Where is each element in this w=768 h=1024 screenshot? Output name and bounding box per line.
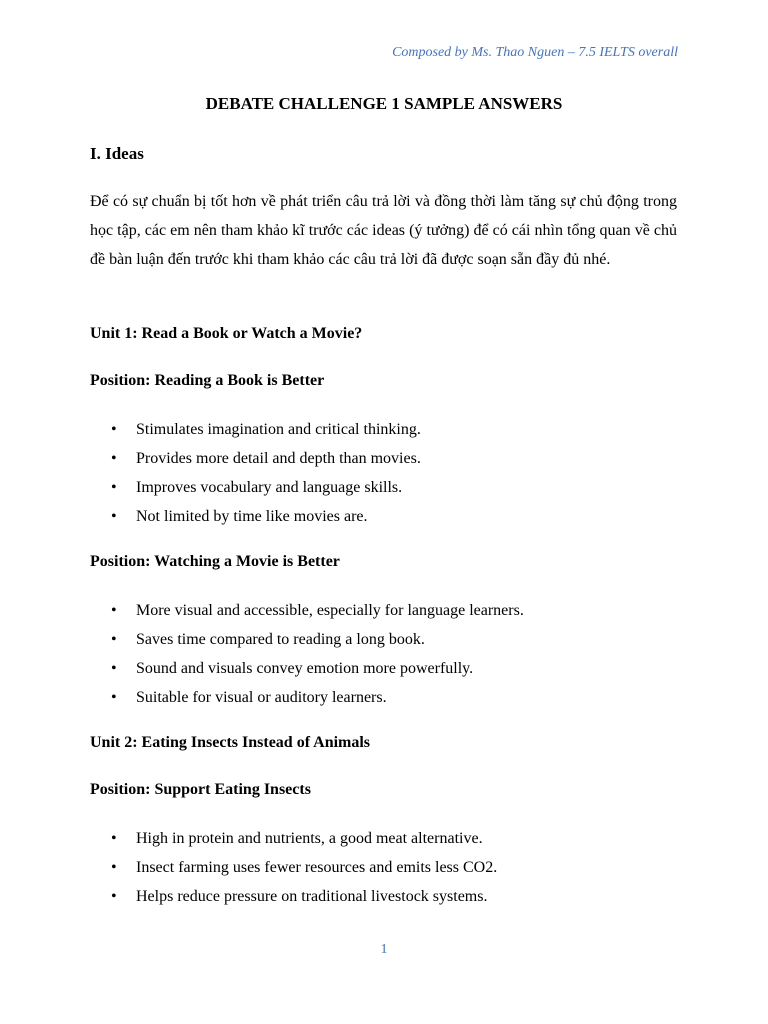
list-item-text: High in protein and nutrients, a good meat alternative. xyxy=(136,830,483,847)
list-item-text: Sound and visuals convey emotion more powerfully. xyxy=(136,660,474,677)
bullet-icon: • xyxy=(111,631,117,648)
list-item xyxy=(90,882,497,911)
list-item xyxy=(90,683,524,712)
bullet-icon: • xyxy=(111,830,117,847)
list-item xyxy=(90,853,497,882)
intro-paragraph: Để có sự chuẩn bị tốt hơn về phát triển câu trả lời và đồng thời làm tăng sự chủ động trong học tập, các em nên tham khảo kĩ trước các ideas (ý tưởng) để có cái nhìn tổng quan về chủ đề bàn luận đến trước khi tham khảo các câu trả lời đã được soạn sẵn đầy đủ nhé. xyxy=(90,193,677,268)
list-item xyxy=(90,654,524,683)
list-item xyxy=(90,415,421,444)
list-item xyxy=(90,625,524,654)
section-heading: I. Ideas xyxy=(90,144,144,163)
list-item xyxy=(90,473,421,502)
bullet-icon: • xyxy=(111,689,117,706)
bullet-icon: • xyxy=(111,421,117,438)
list-item-text: Suitable for visual or auditory learners. xyxy=(136,689,387,706)
list-item-text: Insect farming uses fewer resources and emits less CO2. xyxy=(136,859,498,876)
position-support-list xyxy=(90,824,497,911)
position-book-heading: Position: Reading a Book is Better xyxy=(90,372,325,389)
position-book-list xyxy=(90,415,421,531)
list-item xyxy=(90,444,421,473)
header-note: Composed by Ms. Thao Nguen – 7.5 IELTS overall xyxy=(392,45,678,60)
bullet-icon: • xyxy=(111,479,117,496)
list-item xyxy=(90,824,497,853)
list-item-text: Improves vocabulary and language skills. xyxy=(136,479,403,496)
position-movie-heading: Position: Watching a Movie is Better xyxy=(90,553,340,570)
list-item-text: More visual and accessible, especially for language learners. xyxy=(136,602,524,619)
list-item xyxy=(90,502,421,531)
document-title: DEBATE CHALLENGE 1 SAMPLE ANSWERS xyxy=(205,94,563,113)
bullet-icon: • xyxy=(111,660,117,677)
list-item-text: Saves time compared to reading a long book. xyxy=(136,631,425,648)
list-item-text: Not limited by time like movies are. xyxy=(136,508,368,525)
position-support-heading: Position: Support Eating Insects xyxy=(90,781,311,798)
list-item-text: Stimulates imagination and critical thinking. xyxy=(136,421,421,438)
list-item-text: Provides more detail and depth than movies. xyxy=(136,450,421,467)
bullet-icon: • xyxy=(111,888,117,905)
page-number: 1 xyxy=(380,942,388,957)
unit1-heading: Unit 1: Read a Book or Watch a Movie? xyxy=(90,325,363,342)
list-item-text: Helps reduce pressure on traditional livestock systems. xyxy=(136,888,488,905)
bullet-icon: • xyxy=(111,602,117,619)
unit2-heading: Unit 2: Eating Insects Instead of Animals xyxy=(90,734,371,751)
bullet-icon: • xyxy=(111,508,117,525)
bullet-icon: • xyxy=(111,450,117,467)
bullet-icon: • xyxy=(111,859,117,876)
list-item xyxy=(90,596,524,625)
position-movie-list xyxy=(90,596,524,712)
